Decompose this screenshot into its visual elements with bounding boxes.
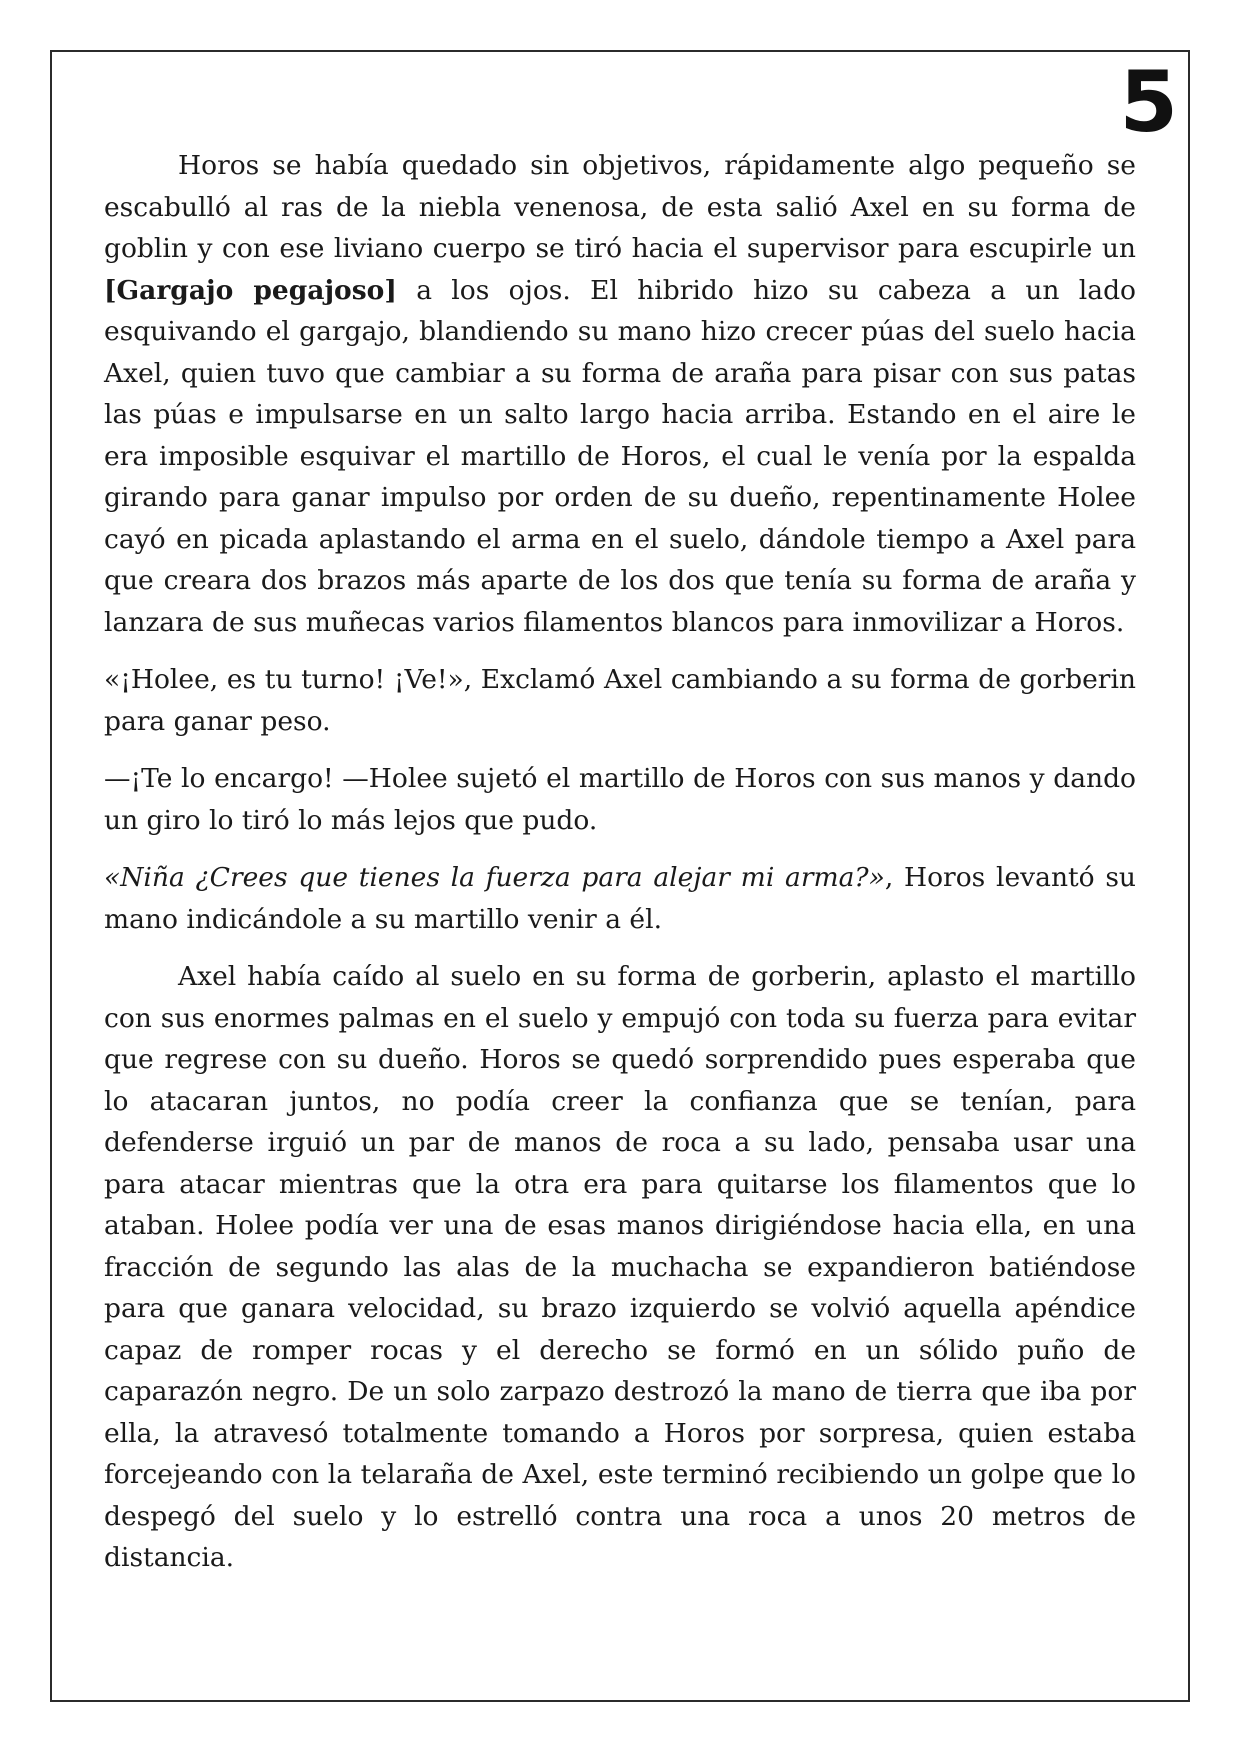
paragraph-1-part-a: Horos se había quedado sin objetivos, rápidamente algo pequeño se escabulló al ras de la niebla venenosa, de esta salió Axel en su forma de goblin y con ese liviano cuerpo se tiró hacia el supervisor para escupirle un [104,150,1136,264]
thought-quote-italic: «Niña ¿Crees que tienes la fuerza para alejar mi arma?» [104,862,885,893]
page-number: 5 [1119,53,1178,151]
paragraph-3-dialog: —¡Te lo encargo! —Holee sujetó el martillo de Horos con sus manos y dando un giro lo tiró lo más lejos que pudo. [104,763,1136,836]
skill-name-bold: [Gargajo pegajoso] [104,274,397,306]
paragraph-1 [104,145,1136,643]
body-text [104,145,1136,1595]
paragraph-4-rest: , Horos levantó su mano indicándole a su martillo venir a él. [104,862,1137,935]
paragraph-1-part-b: a los ojos. El hibrido hizo su cabeza a un lado esquivando el gargajo, blandiendo su mano hizo crecer púas del suelo hacia Axel, quien tuvo que cambiar a su forma de araña para pisar con sus patas las púas e impulsarse en un salto largo hacia arriba. Estando en el aire le era imposible esquivar el martillo de Horos, el cual le venía por la espalda girando para ganar impulso por orden de su dueño, repentinamente Holee cayó en picada aplastando el arma en el suelo, dándole tiempo a Axel para que creara dos brazos más aparte de los dos que tenía su forma de araña y lanzara de sus muñecas varios filamentos blancos para inmovilizar a Horos. [104,274,1136,638]
paragraph-4-dialog [104,857,1136,940]
paragraph-5: Axel había caído al suelo en su forma de gorberin, aplasto el martillo con sus enormes palmas en el suelo y empujó con toda su fuerza para evitar que regrese con su dueño. Horos se quedó sorprendido pues esperaba que lo atacaran juntos, no podía creer la confianza que se tenían, para defenderse irguió un par de manos de roca a su lado, pensaba usar una para atacar mientras que la otra era para quitarse los filamentos que lo ataban. Holee podía ver una de esas manos dirigiéndose hacia ella, en una fracción de segundo las alas de la muchacha se expandieron batiéndose para que ganara velocidad, su brazo izquierdo se volvió aquella apéndice capaz de romper rocas y el derecho se formó en un sólido puño de caparazón negro. De un solo zarpazo destrozó la mano de tierra que iba por ella, la atravesó totalmente tomando a Horos por sorpresa, quien estaba forcejeando con la telaraña de Axel, este terminó recibiendo un golpe que lo despegó del suelo y lo estrelló contra una roca a unos 20 metros de distancia. [104,961,1136,1573]
paragraph-2-dialog: «¡Holee, es tu turno! ¡Ve!», Exclamó Axel cambiando a su forma de gorberin para ganar peso. [104,664,1136,737]
